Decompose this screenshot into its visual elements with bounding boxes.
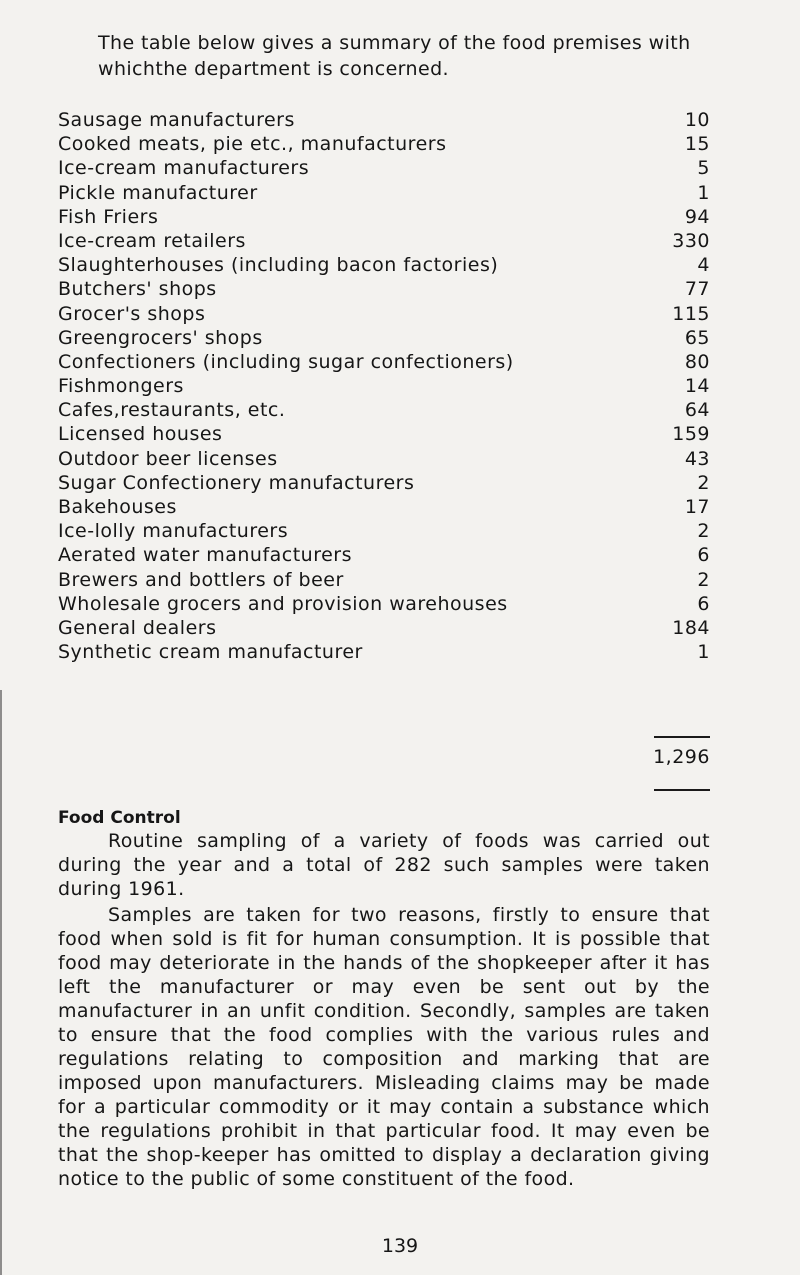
page-edge-shadow	[0, 690, 2, 1275]
premises-name: Sugar Confectionery manufacturers	[58, 471, 415, 494]
premises-count: 184	[672, 616, 710, 639]
total-rule-bottom	[654, 789, 710, 791]
table-row	[58, 326, 710, 350]
table-row	[58, 592, 710, 616]
premises-count: 6	[697, 544, 710, 567]
premises-count: 15	[684, 133, 710, 156]
premises-name: Confectioners (including sugar confectioners)	[58, 350, 514, 373]
premises-name: Brewers and bottlers of beer	[58, 568, 344, 591]
table-row	[58, 543, 710, 567]
premises-name: Grocer's shops	[58, 302, 206, 325]
table-row	[58, 447, 710, 471]
premises-name: Outdoor beer licenses	[58, 447, 278, 470]
table-row	[58, 616, 710, 640]
premises-name: Ice-cream retailers	[58, 229, 246, 252]
premises-count: 94	[684, 205, 710, 228]
premises-count: 65	[684, 326, 710, 349]
total-count: 1,296	[653, 746, 710, 768]
premises-name: Bakehouses	[58, 496, 177, 518]
table-row	[58, 398, 710, 422]
premises-count: 10	[684, 109, 710, 131]
table-row	[58, 302, 710, 326]
premises-name: Ice-lolly manufacturers	[58, 520, 289, 543]
premises-count: 2	[697, 520, 710, 543]
intro-text: The table below gives a summary of the food premises with whichthe department is concerned.	[98, 32, 691, 80]
premises-name: Wholesale grocers and provision warehouses	[58, 592, 508, 615]
table-row	[58, 519, 710, 543]
premises-name: Cafes,restaurants, etc.	[58, 399, 286, 422]
page-number: 139	[381, 1235, 419, 1257]
premises-count: 5	[697, 157, 710, 180]
premises-name: Cooked meats, pie etc., manufacturers	[58, 133, 447, 156]
table-row	[58, 253, 710, 277]
table-row	[58, 181, 710, 205]
premises-name: Licensed houses	[58, 423, 223, 446]
premises-name: Fishmongers	[58, 375, 184, 398]
premises-count: 1	[697, 641, 710, 664]
premises-count: 77	[684, 278, 710, 301]
premises-count: 115	[672, 302, 710, 325]
table-row	[58, 205, 710, 229]
premises-count: 159	[672, 423, 710, 446]
table-row	[58, 422, 710, 446]
premises-table	[58, 108, 710, 664]
table-row	[58, 108, 710, 132]
premises-name: Aerated water manufacturers	[58, 544, 353, 567]
total-rule-top	[654, 736, 710, 738]
premises-name: Fish Friers	[58, 205, 159, 228]
table-row	[58, 229, 710, 253]
table-row	[58, 471, 710, 495]
premises-count: 330	[672, 229, 710, 252]
premises-count: 6	[697, 592, 710, 615]
table-row	[58, 277, 710, 301]
premises-count: 2	[697, 471, 710, 494]
premises-count: 43	[684, 447, 710, 470]
premises-name: Pickle manufacturer	[58, 181, 258, 204]
table-row	[58, 350, 710, 374]
table-row	[58, 132, 710, 156]
table-row	[58, 495, 710, 519]
premises-count: 17	[684, 496, 710, 518]
premises-name: Ice-cream manufacturers	[58, 157, 310, 180]
premises-name: Slaughterhouses (including bacon factories)	[58, 254, 499, 277]
paragraph: Routine sampling of a variety of foods was carried out during the year and a total of 282 such samples were taken during 1961.	[58, 830, 710, 900]
table-row	[58, 156, 710, 180]
premises-name: General dealers	[58, 616, 217, 639]
premises-count: 14	[684, 375, 710, 398]
premises-count: 2	[697, 568, 710, 591]
premises-name: Greengrocers' shops	[58, 326, 263, 349]
table-row	[58, 374, 710, 398]
table-row	[58, 568, 710, 592]
premises-name: Synthetic cream manufacturer	[58, 641, 363, 664]
premises-name: Sausage manufacturers	[58, 109, 295, 131]
table-row	[58, 640, 710, 664]
premises-name: Butchers' shops	[58, 278, 217, 301]
section-heading-food-control: Food Control	[58, 808, 181, 828]
premises-count: 80	[684, 350, 710, 373]
paragraph: Samples are taken for two reasons, firstly to ensure that food when sold is fit for human consumption. It is possible that food may deteriorate in the hands of the shopkeeper after it has left the manufacturer or may even be sent out by the manufacturer in an unfit condition. Secondly, samples are taken to ensure that the food complies with the various rules and regulations relating to composition and marking that are imposed upon manufacturers. Misleading claims may be made for a particular commodity or it may contain a substance which the regulations prohibit in that particular food. It may even be that the shop-keeper has omitted to display a declaration giving notice to the public of some constituent of the food.	[58, 904, 710, 1190]
premises-count: 64	[684, 399, 710, 422]
premises-count: 1	[697, 181, 710, 204]
premises-count: 4	[697, 254, 710, 277]
